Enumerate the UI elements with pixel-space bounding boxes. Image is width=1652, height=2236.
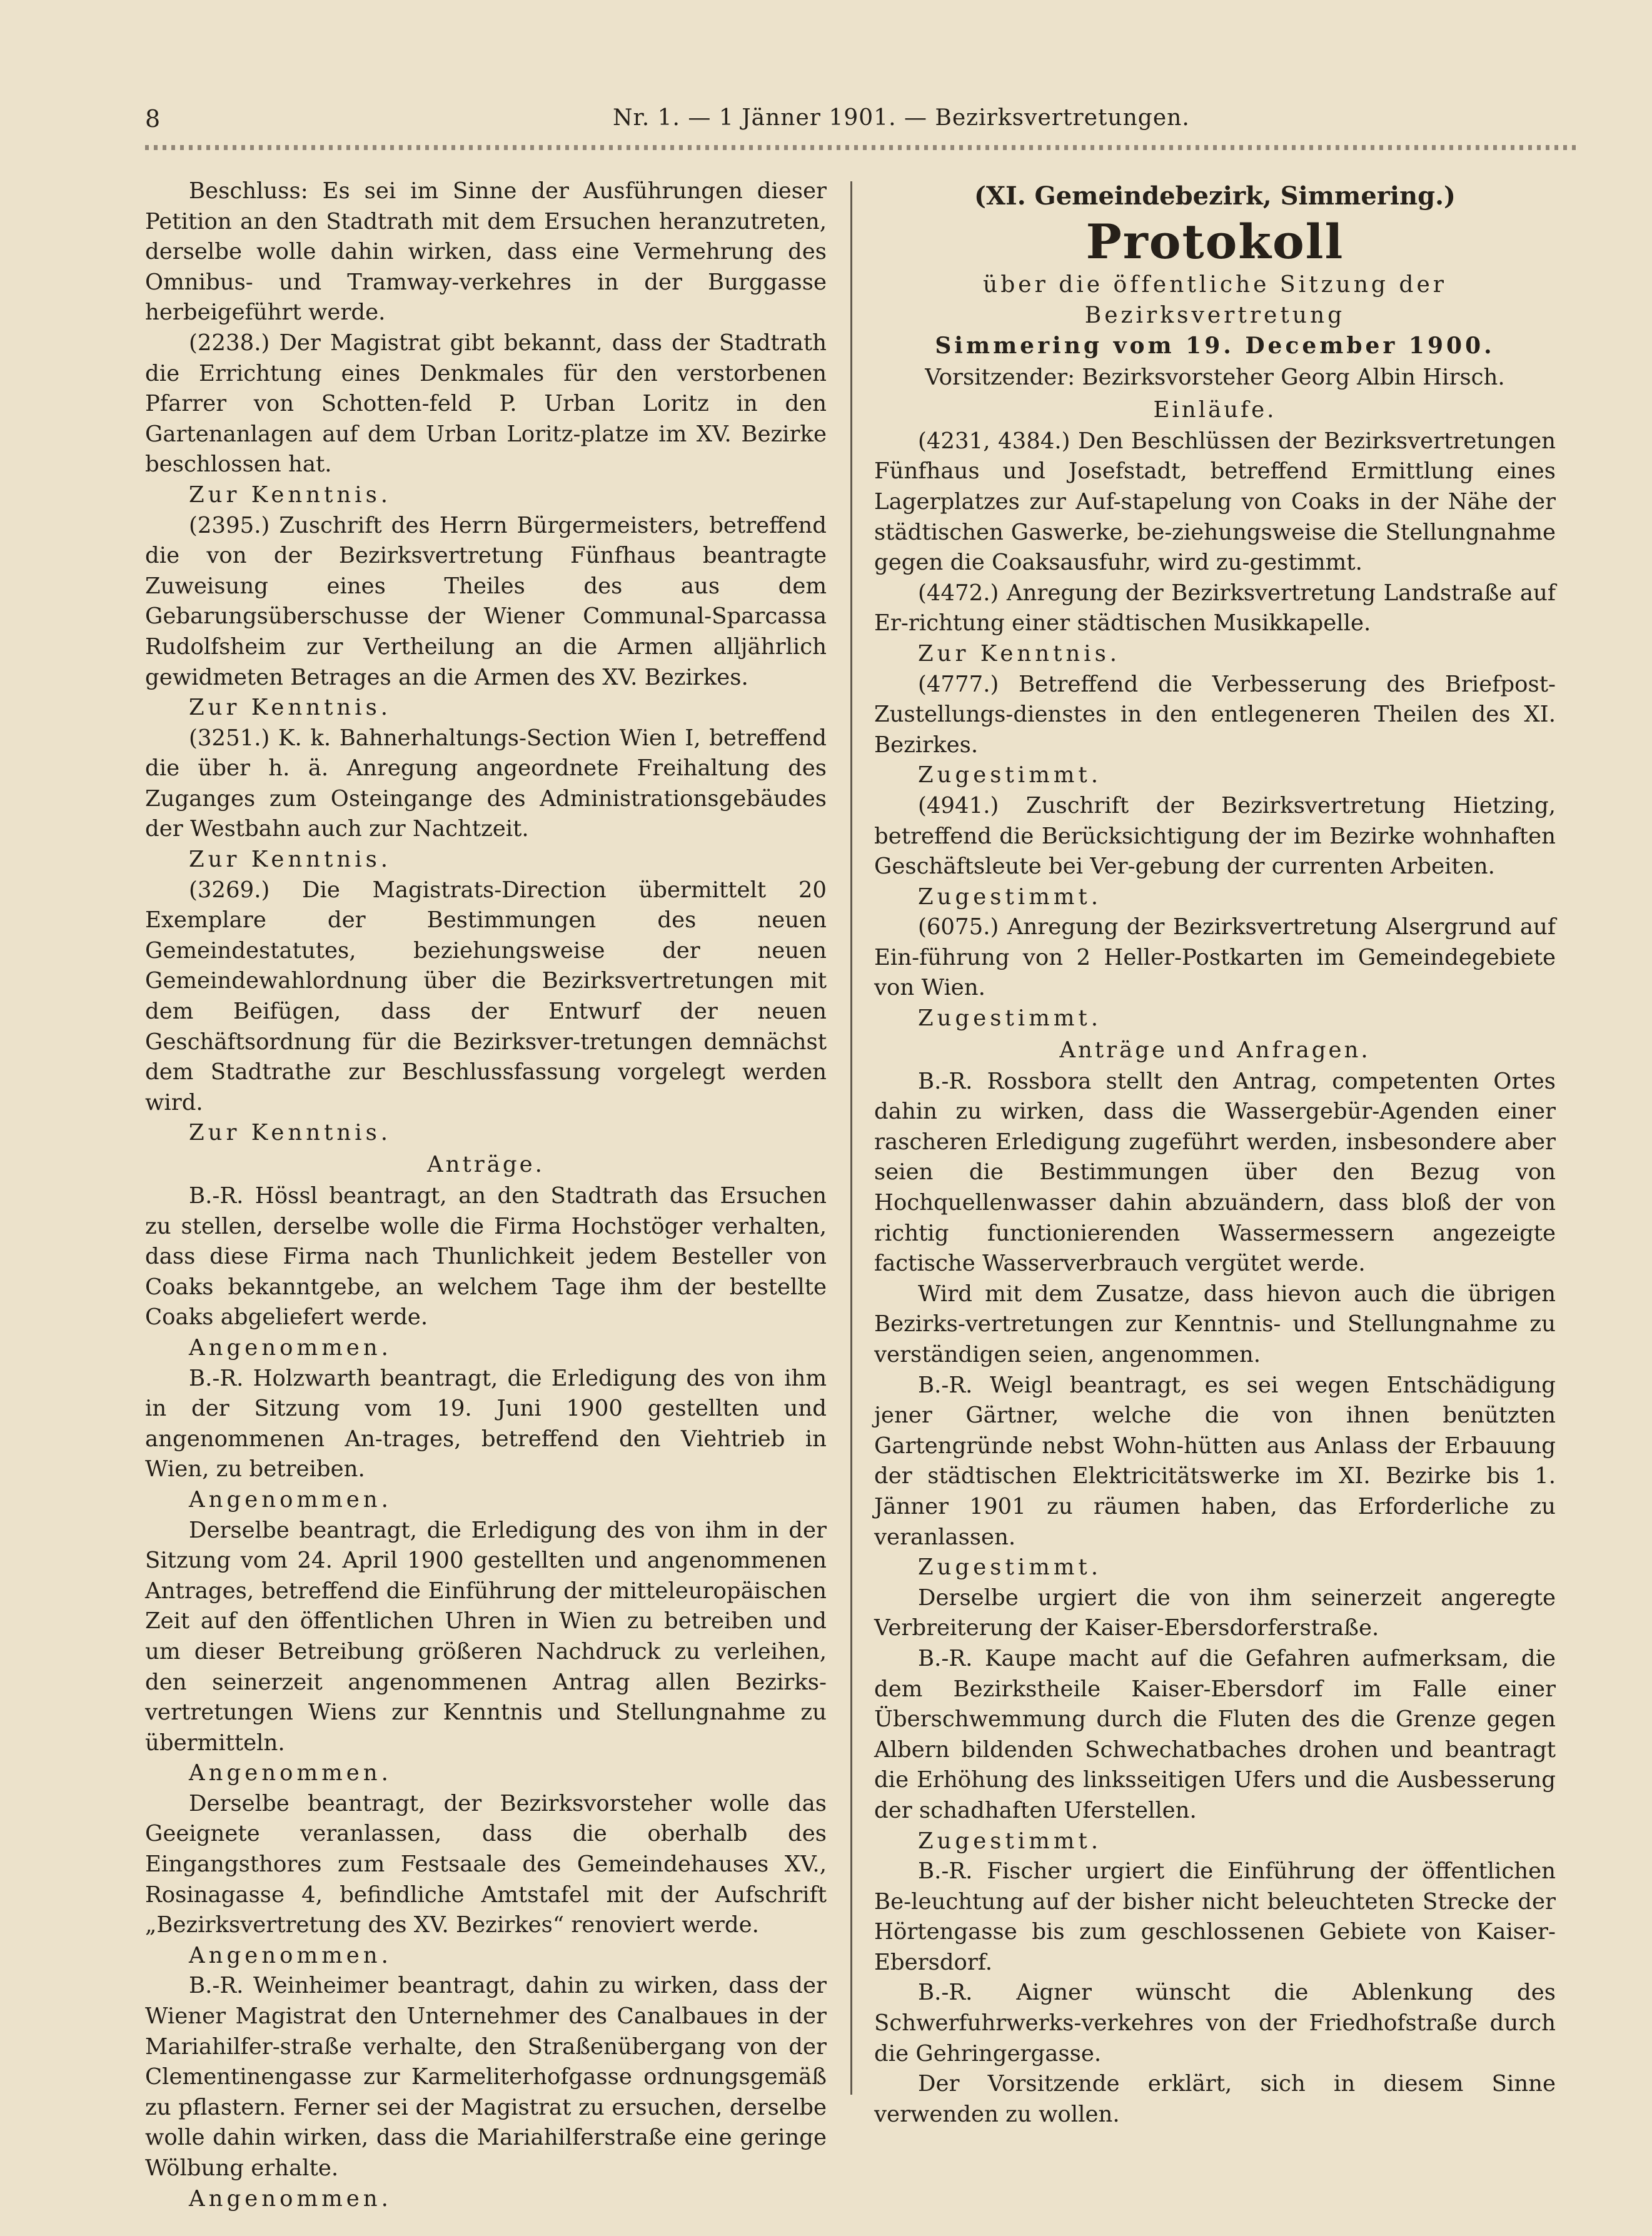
verdict: Zur Kenntnis. — [189, 695, 392, 721]
verdict: Zur Kenntnis. — [189, 1120, 392, 1146]
verdict: Zur Kenntnis. — [189, 847, 392, 873]
left-column — [145, 176, 827, 2214]
verdict: Zugestimmt. — [918, 1828, 1102, 1854]
running-header: Nr. 1. — 1 Jänner 1901. — Bezirksvertretungen. — [613, 105, 1190, 131]
motion-aigner: B.-R. Aigner wünscht die Ablenkung des Schwerfuhrwerks-verkehres von der Friedhofstraße durch die Gehringergasse. — [874, 1980, 1556, 2067]
verdict: Angenommen. — [189, 1486, 392, 1513]
item-2238: (2238.) Der Magistrat gibt bekannt, dass der Stadtrath die Errichtung eines Denkmales für den verstorbenen Pfarrer von Schotten-feld P. Urban Loritz in den Gartenanlagen auf dem Urban Loritz-platze im XV. Bezirke beschlossen hat. — [145, 330, 827, 478]
column-divider — [850, 181, 852, 2095]
verdict: Zugestimmt. — [918, 1005, 1102, 1032]
item-2395: (2395.) Zuschrift des Herrn Bürgermeisters, betreffend die von der Bezirksvertretung Fünfhaus beantragte Zuweisung eines Theiles des aus dem Gebarungsüberschusse der Wiener Communal-Sparcassa Rudolfsheim zur Vertheilung an die Armen alljährlich gewidmeten Betrages an die Armen des XV. Bezirkes. — [145, 512, 827, 690]
verdict: Angenommen. — [189, 1942, 392, 1968]
protocol-subtitle: über die öffentliche Sitzung der Bezirksvertretung — [983, 272, 1447, 328]
motion-holzwarth-time: Derselbe beantragt, die Erledigung des von ihm in der Sitzung vom 24. April 1900 gestellten und angenommenen Antrages, betreffend die Einführung der mitteleuropäischen Zeit auf den öffentlichen Uhren in Wien zu betreiben und um dieser Betreibung größeren Nachdruck zu verleihen, den seinerzeit angenommenen Antrag allen Bezirks-vertretungen Wiens zur Kenntnis und Stellungnahme zu übermitteln. — [145, 1517, 827, 1756]
section-heading-antraege-anfragen: Anträge und Anfragen. — [1059, 1037, 1371, 1063]
motion-holzwarth: B.-R. Holzwarth beantragt, die Erledigung des von ihm in der Sitzung vom 19. Juni 1900 gestellten und angenommenen An-trages, betreffend den Viehtrieb in Wien, zu betreiben. — [145, 1365, 827, 1483]
section-heading-einlaeufe: Einläufe. — [1153, 396, 1277, 423]
chairman-statement: Der Vorsitzende erklärt, sich in diesem Sinne verwenden zu wollen. — [874, 2071, 1556, 2127]
right-column — [874, 176, 1556, 2130]
motion-rossbora: B.-R. Rossbora stellt den Antrag, competenten Ortes dahin zu wirken, dass die Wassergebür-Agenden einer rascheren Erledigung zugeführt werden, insbesondere aber seien die Bestimmungen über den Bezug von Hochquellenwasser dahin abzuändern, dass bloß der von richtig functionierenden Wassermessern angezeigte factische Wasserverbrauch vergütet werde. — [874, 1068, 1556, 1277]
item-3269: (3269.) Die Magistrats-Direction übermittelt 20 Exemplare der Bestimmungen des neuen Gemeindestatutes, beziehungsweise der neuen Gemeindewahlordnung über die Bezirksvertretungen mit dem Beifügen, dass der Entwurf der neuen Geschäftsordnung für die Bezirksver-tretungen demnächst dem Stadtrathe zur Beschlussfassung vorgelegt werden wird. — [145, 877, 827, 1115]
motion-hoessl: B.-R. Hössl beantragt, an den Stadtrath das Ersuchen zu stellen, derselbe wolle die Firma Hochstöger verhalten, dass diese Firma nach Thunlichkeit jedem Besteller von Coaks bekanntgebe, an welchem Tage ihm der bestellte Coaks abgeliefert werde. — [145, 1183, 827, 1331]
motion-kaupe: B.-R. Kaupe macht auf die Gefahren aufmerksam, die dem Bezirkstheile Kaiser-Ebersdorf im Falle einer Überschwemmung durch die Fluten des die Grenze gegen Albern bildenden Schwechatbaches drohen und beantragt die Erhöhung des linksseitigen Ufers und die Ausbesserung der schadhaften Uferstellen. — [874, 1645, 1556, 1823]
verdict: Angenommen. — [189, 1760, 392, 1786]
item-6075: (6075.) Anregung der Bezirksvertretung Alsergrund auf Ein-führung von 2 Heller-Postkarten im Gemeindegebiete von Wien. — [874, 914, 1556, 1001]
motion-weigl: B.-R. Weigl beantragt, es sei wegen Entschädigung jener Gärtner, welche die von ihnen benützten Gartengründe nebst Wohn-hütten aus Anlass der Erbauung der städtischen Elektricitätswerke im XI. Bezirke bis 1. Jänner 1901 zu räumen haben, das Erforderliche zu veranlassen. — [874, 1372, 1556, 1550]
protocol-title: Protokoll — [1085, 214, 1344, 269]
verdict: Zur Kenntnis. — [189, 481, 392, 508]
section-heading-antraege: Anträge. — [427, 1152, 545, 1177]
resolution-paragraph: Beschluss: Es sei im Sinne der Ausführungen dieser Petition an den Stadtrath mit dem Ersuchen heranzutreten, derselbe wolle dahin wirken, dass eine Vermehrung des Omnibus- und Tramway-verkehres in der Burggasse herbeigeführt werde. — [145, 178, 827, 326]
protocol-date: Simmering vom 19. December 1900. — [935, 333, 1495, 360]
chairman-line: Vorsitzender: Bezirksvorsteher Georg Albin Hirsch. — [925, 364, 1505, 390]
item-4472: (4472.) Anregung der Bezirksvertretung Landstraße auf Er-richtung einer städtischen Musikkapelle. — [874, 580, 1556, 637]
verdict: Zugestimmt. — [918, 884, 1102, 910]
motion-holzwarth-sign: Derselbe beantragt, der Bezirksvorsteher wolle das Geeignete veranlassen, dass die oberhalb des Eingangsthores zum Festsaale des Gemeindehauses XV., Rosinagasse 4, befindliche Amtstafel mit der Aufschrift „Bezirksvertretung des XV. Bezirkes“ renoviert werde. — [145, 1790, 827, 1938]
header-rule — [145, 145, 1577, 150]
page-number: 8 — [145, 105, 161, 133]
verdict: Angenommen. — [189, 1334, 392, 1361]
district-heading: (XI. Gemeindebezirk, Simmering.) — [974, 181, 1456, 211]
verdict: Angenommen. — [189, 2185, 392, 2212]
motion-weigl-street: Derselbe urgiert die von ihm seinerzeit angeregte Verbreiterung der Kaiser-Ebersdorferstraße. — [874, 1584, 1556, 1641]
motion-rossbora-addendum: Wird mit dem Zusatze, dass hievon auch die übrigen Bezirks-vertretungen zur Kenntnis- und Stellungnahme zu verständigen seien, angenommen. — [874, 1281, 1556, 1367]
motion-fischer: B.-R. Fischer urgiert die Einführung der öffentlichen Be-leuchtung auf der bisher nicht beleuchteten Strecke der Hörtengasse bis zum geschlossenen Gebiete von Kaiser-Ebersdorf. — [874, 1858, 1556, 1975]
verdict: Zugestimmt. — [918, 762, 1102, 788]
item-4231: (4231, 4384.) Den Beschlüssen der Bezirksvertretungen Fünfhaus und Josefstadt, betreffend Ermittlung eines Lagerplatzes zur Auf-stapelung von Coaks in der Nähe der städtischen Gaswerke, be-ziehungsweise die Stellungnahme gegen die Coaksausfuhr, wird zu-gestimmt. — [874, 428, 1556, 576]
verdict: Zugestimmt. — [918, 1554, 1102, 1581]
item-3251: (3251.) K. k. Bahnerhaltungs-Section Wien I, betreffend die über h. ä. Anregung angeordnete Freihaltung des Zuganges zum Osteingange des Administrationsgebäudes der Westbahn auch zur Nachtzeit. — [145, 725, 827, 842]
item-4777: (4777.) Betreffend die Verbesserung des Briefpost-Zustellungs-dienstes in den entlegeneren Theilen des XI. Bezirkes. — [874, 671, 1556, 758]
motion-weinheimer: B.-R. Weinheimer beantragt, dahin zu wirken, dass der Wiener Magistrat den Unternehmer des Canalbaues in der Mariahilfer-straße verhalte, den Straßenübergang von der Clementinengasse zur Karmeliterhofgasse ordnungsgemäß zu pflastern. Ferner sei der Magistrat zu ersuchen, derselbe wolle dahin wirken, dass die Mariahilferstraße eine geringe Wölbung erhalte. — [145, 1973, 827, 2181]
verdict: Zur Kenntnis. — [918, 640, 1121, 667]
item-4941: (4941.) Zuschrift der Bezirksvertretung Hietzing, betreffend die Berücksichtigung der im Bezirke wohnhaften Geschäftsleute bei Ver-gebung der currenten Arbeiten. — [874, 792, 1556, 880]
